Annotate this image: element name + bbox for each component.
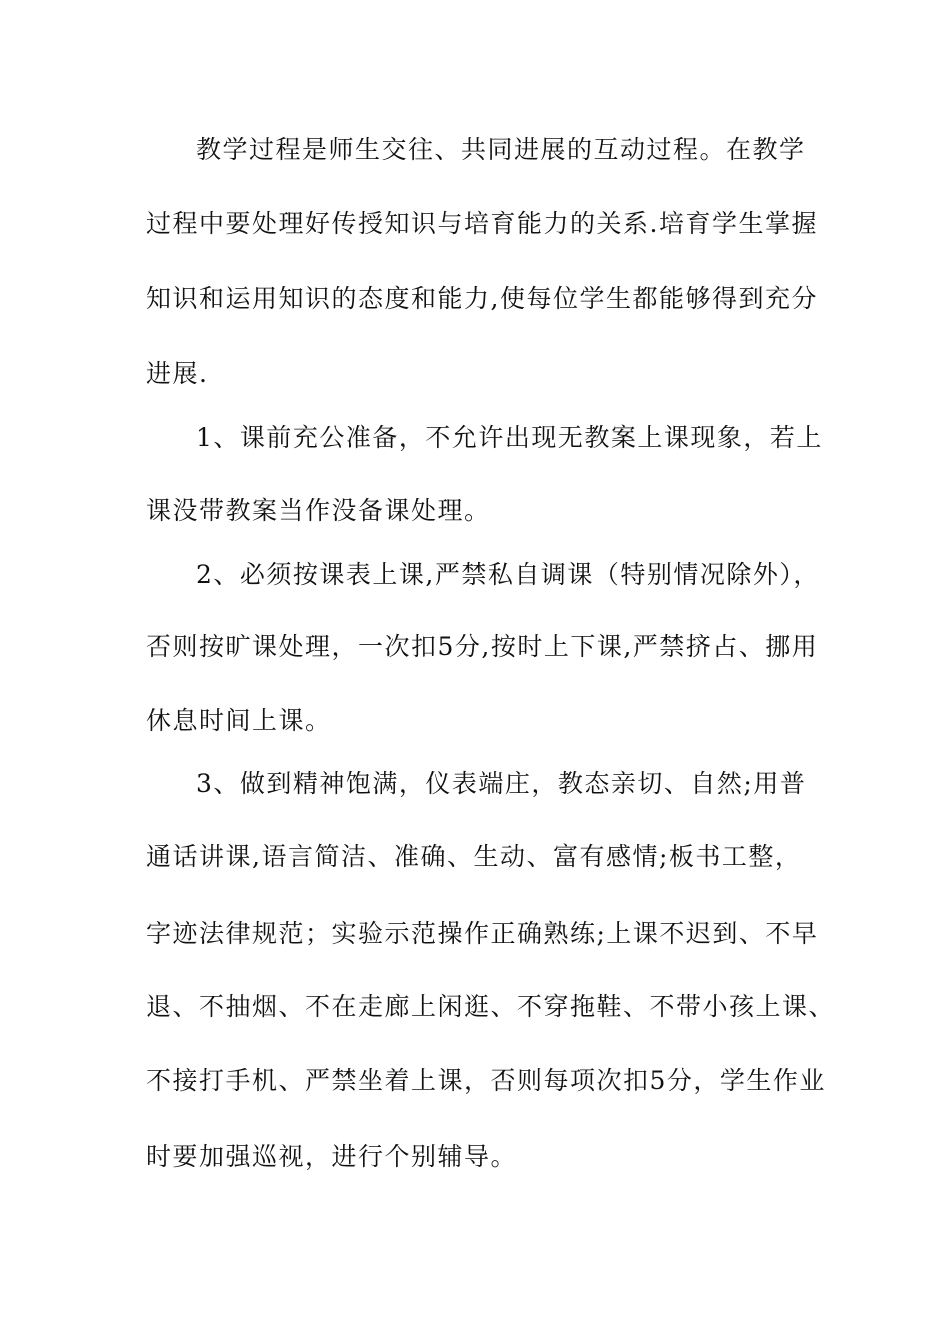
item-2-line-1: 2、必须按课表上课,严禁私自调课（特别情况除外）， (196, 560, 820, 589)
paragraph-1-line-3: 知识和运用知识的态度和能力,使每位学生都能够得到充分 (146, 284, 818, 313)
item-3-line-2: 通话讲课,语言简洁、准确、生动、富有感情;板书工整， (146, 842, 802, 871)
item-3-line-5: 不接打手机、严禁坐着上课，否则每项次扣5分，学生作业 (146, 1066, 826, 1095)
item-2-line-3: 休息时间上课。 (146, 706, 332, 735)
item-3-line-3: 字迹法律规范；实验示范操作正确熟练;上课不迟到、不早 (146, 919, 819, 948)
item-3-line-6: 时要加强巡视，进行个别辅导。 (146, 1142, 518, 1171)
item-3-line-4: 退、不抽烟、不在走廊上闲逛、不穿拖鞋、不带小孩上课、 (146, 992, 836, 1021)
item-1-line-1: 1、课前充公准备，不允许出现无教案上课现象，若上 (196, 423, 823, 452)
paragraph-1-line-4: 进展. (146, 359, 209, 388)
item-1-line-2: 课没带教案当作没备课处理。 (146, 496, 491, 525)
paragraph-1-line-1: 教学过程是师生交往、共同进展的互动过程。在教学 (196, 135, 806, 164)
item-3-line-1: 3、做到精神饱满，仪表端庄，教态亲切、自然;用普 (196, 769, 807, 798)
paragraph-1-line-2: 过程中要处理好传授知识与培育能力的关系.培育学生掌握 (146, 209, 818, 238)
item-2-line-2: 否则按旷课处理，一次扣5分,按时上下课,严禁挤占、挪用 (146, 632, 819, 661)
